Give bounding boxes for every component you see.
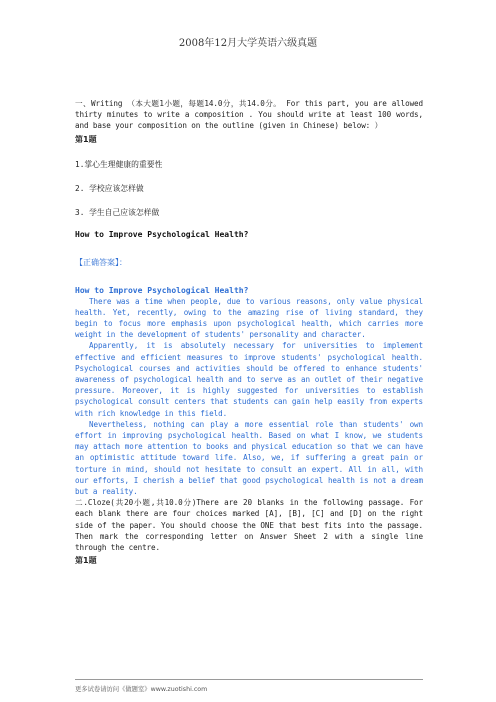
answer-label: 【正确答案】： xyxy=(75,257,127,267)
document-body xyxy=(75,98,423,567)
section1-intro: 一、Writing （本大题1小题，每题14.0分，共14.0分。 For this part, you are allowed thirty minutes to write a composition . You should write at least 100 words, and base your composition on the outline (given in Chinese) below: ） xyxy=(75,99,423,131)
outline-item-1: 1.掌心生理健康的重要性 xyxy=(75,159,163,169)
essay-heading: How to Improve Psychological Health? xyxy=(75,229,249,239)
footer-text: 更多试卷请访问《做题室》www.zuotishi.com xyxy=(75,686,208,693)
essay-paragraph-2: Apparently, it is absolutely necessary for universities to implement effective and efficient measures to improve students' psychological health. Psychological courses and activities should be offered to enhance students' awareness of psychological health and to serve as an outlet of their negative pressure. Moreover, it is highly suggested for universities to establish psychological consult centers that students can gain help easily from experts with rich knowledge in this field. xyxy=(75,341,423,418)
essay-paragraph-3: Nevertheless, nothing can play a more essential role than students' own effort in improving psychological health. Based on what I know, we students may attach more attention to books and physical education so that we can have an optimistic attitude toward life. Also, we, if suffering a great pain or torture in mind, should not hesitate to consult an expert. All in all, with our efforts, I cherish a belief that good psychological health is not a dream but a reality. xyxy=(75,419,423,497)
outline-item-3: 3. 学生自己应该怎样做 xyxy=(75,207,160,217)
page-title: 2008年12月大学英语六级真题 xyxy=(178,38,318,49)
outline-item-2: 2. 学校应该怎样做 xyxy=(75,183,144,193)
footer-divider xyxy=(75,679,423,680)
essay-title: How to Improve Psychological Health? xyxy=(75,285,249,295)
question-label-1: 第1题 xyxy=(75,134,97,144)
question-label-2: 第1题 xyxy=(75,556,97,566)
essay-paragraph-1: There was a time when people, due to various reasons, only value physical health. Yet, recently, owing to the amazing rise of living standard, they begin to focus more emphasis upon psychological health, which carries more weight in the development of students' personality and character. xyxy=(75,296,423,340)
section2-intro: 二.Cloze(共20小题,共10.0分)There are 20 blanks in the following passage. For each blank there are four choices marked [A], [B], [C] and [D] on the right side of the paper. You should choose the ONE that best fits into the passage. Then mark the corresponding letter on Answer Sheet 2 with a single line through the centre. xyxy=(75,498,423,553)
